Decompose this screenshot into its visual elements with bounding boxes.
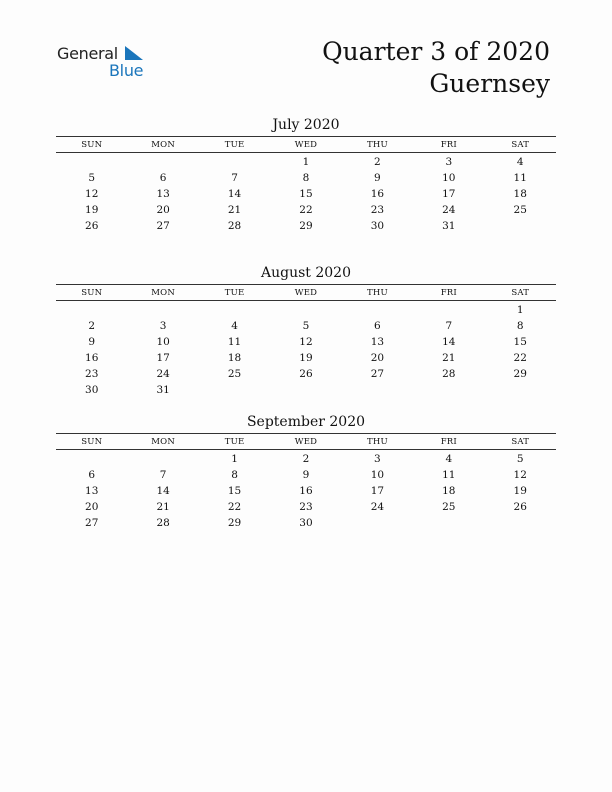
day-cell: 19 [85, 204, 99, 216]
day-cell: 21 [227, 204, 242, 216]
week-row [56, 350, 556, 366]
page-title [322, 36, 550, 100]
day-cell: 29 [513, 368, 527, 380]
day-cell: 26 [85, 220, 99, 232]
weekday-header [56, 136, 556, 153]
day-cell: 8 [231, 469, 238, 481]
day-cell: 11 [227, 336, 242, 348]
day-cell: 27 [370, 368, 385, 380]
day-cell: 12 [299, 336, 313, 348]
weekday-label: TUE [224, 139, 245, 150]
day-cell: 1 [231, 453, 238, 465]
day-cell: 3 [445, 156, 453, 168]
day-cell: 20 [370, 352, 385, 364]
weekday-label: WED [294, 436, 318, 447]
day-cell: 10 [442, 172, 456, 184]
quarter-title: Quarter 3 of 2020 [322, 37, 550, 66]
week-row [56, 499, 556, 515]
day-cell: 10 [370, 469, 385, 481]
weekday-label: THU [366, 139, 388, 150]
day-cell: 10 [156, 336, 170, 348]
day-cell: 21 [156, 501, 170, 513]
day-cell: 9 [374, 172, 381, 184]
day-cell: 1 [302, 156, 310, 168]
day-cell: 7 [159, 469, 167, 481]
month-title: July 2020 [272, 117, 340, 133]
day-cell: 11 [513, 172, 527, 184]
day-cell: 17 [370, 485, 385, 497]
week-row [56, 202, 556, 218]
day-cell: 30 [85, 384, 99, 396]
day-cell: 5 [88, 172, 96, 184]
day-cell: 29 [227, 517, 242, 529]
day-cell: 2 [302, 453, 310, 465]
day-cell: 16 [85, 352, 99, 364]
day-cell: 14 [442, 336, 456, 348]
day-cell: 6 [374, 320, 381, 332]
day-cell: 6 [88, 469, 96, 481]
day-cell: 13 [156, 188, 170, 200]
week-row [56, 218, 556, 234]
month-title: August 2020 [261, 265, 351, 281]
day-cell: 21 [442, 352, 456, 364]
day-cell: 6 [159, 172, 167, 184]
week-row [56, 318, 556, 334]
day-cell: 30 [299, 517, 313, 529]
day-cell: 14 [156, 485, 170, 497]
day-cell: 13 [85, 485, 99, 497]
weekday-label: THU [366, 287, 388, 298]
logo-blue-text: Blue [109, 61, 144, 80]
day-cell: 19 [513, 485, 527, 497]
weekday-label: TUE [224, 436, 245, 447]
day-cell: 25 [442, 501, 456, 513]
day-cell: 15 [299, 188, 313, 200]
weekday-label: THU [366, 436, 388, 447]
weekday-label: SAT [511, 436, 530, 447]
month-august [56, 264, 556, 398]
day-cell: 2 [88, 320, 96, 332]
weekday-label: FRI [440, 139, 457, 150]
week-row [56, 451, 556, 467]
month-july [56, 116, 556, 234]
weekday-label: TUE [224, 287, 245, 298]
day-cell: 31 [156, 384, 170, 396]
day-cell: 23 [299, 501, 313, 513]
day-cell: 3 [159, 320, 167, 332]
weekday-label: MON [151, 139, 175, 150]
day-cell: 1 [516, 304, 524, 316]
day-cell: 7 [445, 320, 453, 332]
weekday-label: SUN [81, 287, 103, 298]
day-cell: 28 [442, 368, 456, 380]
day-cell: 24 [370, 501, 385, 513]
weekday-label: MON [151, 436, 175, 447]
day-cell: 8 [516, 320, 524, 332]
day-cell: 20 [85, 501, 99, 513]
day-cell: 15 [513, 336, 527, 348]
day-cell: 17 [442, 188, 456, 200]
day-cell: 28 [227, 220, 242, 232]
weekday-label: SAT [511, 139, 530, 150]
day-cell: 5 [516, 453, 524, 465]
day-cell: 12 [85, 188, 99, 200]
day-cell: 27 [85, 517, 99, 529]
day-cell: 4 [445, 453, 453, 465]
day-cell: 20 [156, 204, 170, 216]
day-cell: 27 [156, 220, 170, 232]
day-cell: 7 [231, 172, 238, 184]
day-cell: 3 [374, 453, 381, 465]
day-cell: 8 [302, 172, 310, 184]
day-cell: 31 [442, 220, 456, 232]
day-cell: 14 [227, 188, 242, 200]
day-cell: 22 [513, 352, 527, 364]
weekday-label: FRI [440, 287, 457, 298]
weekday-label: SAT [511, 287, 530, 298]
day-cell: 9 [302, 469, 310, 481]
day-cell: 16 [299, 485, 313, 497]
weekday-label: SUN [81, 139, 103, 150]
day-cell: 4 [516, 156, 524, 168]
weekday-header [56, 433, 556, 450]
day-cell: 22 [227, 501, 242, 513]
week-row [56, 382, 556, 398]
day-cell: 11 [442, 469, 456, 481]
month-september [56, 413, 556, 531]
weekday-label: SUN [81, 436, 103, 447]
day-cell: 19 [299, 352, 313, 364]
day-cell: 18 [442, 485, 456, 497]
day-cell: 2 [374, 156, 381, 168]
day-cell: 24 [442, 204, 456, 216]
country-title: Guernsey [429, 69, 550, 98]
month-title: September 2020 [246, 414, 366, 430]
week-row [56, 302, 556, 318]
week-row [56, 366, 556, 382]
day-cell: 30 [370, 220, 385, 232]
logo-general-text: General [57, 44, 118, 63]
week-row [56, 170, 556, 186]
day-cell: 12 [513, 469, 527, 481]
logo-triangle-icon [125, 46, 145, 62]
week-row [56, 467, 556, 483]
day-cell: 4 [231, 320, 238, 332]
day-cell: 25 [513, 204, 527, 216]
day-cell: 13 [370, 336, 385, 348]
day-cell: 29 [299, 220, 313, 232]
day-cell: 22 [299, 204, 313, 216]
weekday-label: FRI [440, 436, 457, 447]
day-cell: 26 [513, 501, 527, 513]
day-cell: 26 [299, 368, 313, 380]
day-cell: 28 [156, 517, 170, 529]
weekday-label: WED [294, 287, 318, 298]
weekday-label: WED [294, 139, 318, 150]
day-cell: 9 [88, 336, 96, 348]
day-cell: 24 [156, 368, 170, 380]
week-row [56, 334, 556, 350]
week-row [56, 154, 556, 170]
day-cell: 23 [85, 368, 99, 380]
day-cell: 16 [370, 188, 385, 200]
day-cell: 23 [370, 204, 385, 216]
week-row [56, 515, 556, 531]
day-cell: 18 [227, 352, 242, 364]
weekday-label: MON [151, 287, 175, 298]
day-cell: 25 [227, 368, 242, 380]
day-cell: 17 [156, 352, 170, 364]
logo [57, 42, 157, 82]
day-cell: 18 [513, 188, 527, 200]
day-cell: 15 [227, 485, 242, 497]
week-row [56, 483, 556, 499]
week-row [56, 186, 556, 202]
day-cell: 5 [302, 320, 310, 332]
weekday-header [56, 284, 556, 301]
